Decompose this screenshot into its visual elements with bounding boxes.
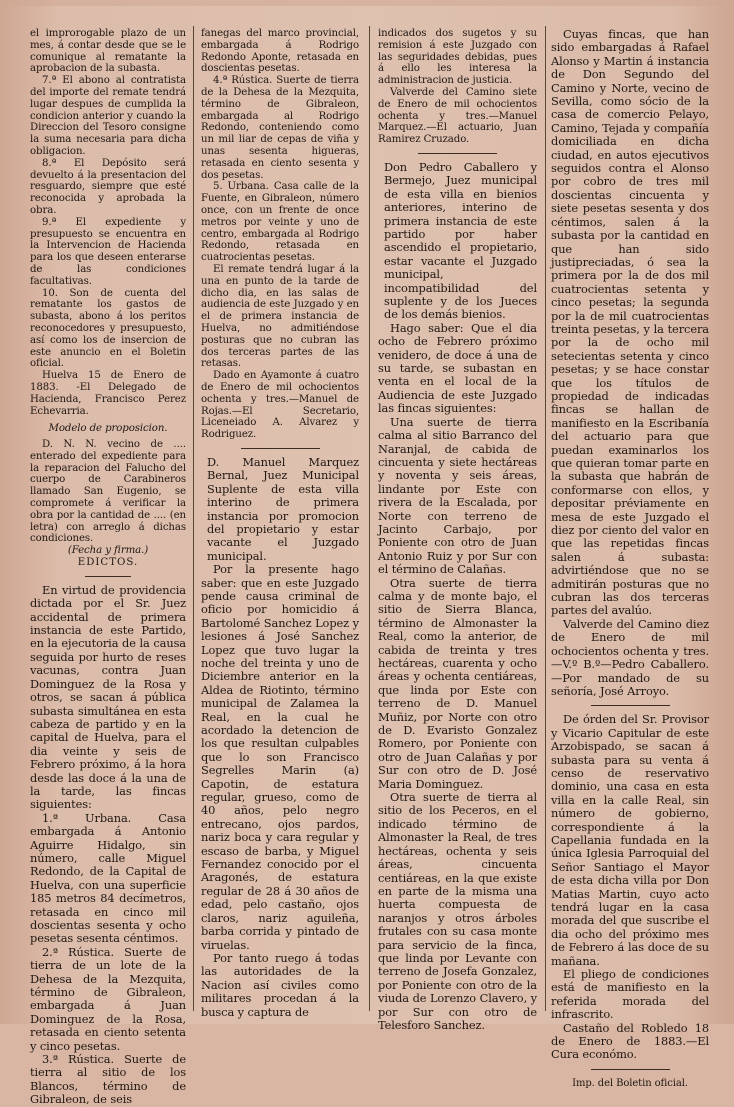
- column-rule: [369, 26, 370, 1011]
- paragraph: Valverde del Camino diez de Enero de mil ochocientos ochenta y tres.—V.º B.º—Pedro Caballero.—Por mandado de su señoría, José Arroyo.: [551, 616, 709, 698]
- section-heading: EDICTOS.: [77, 557, 139, 569]
- paragraph: Otra suerte de tierra calma y de monte bajo, el sitio de Sierra Blanca, término de Almonaster la Real, como la anterior, de cabida de treinta y tres hectáreas, cuarenta y ocho áreas y ochenta centiáreas, que linda por Este con terreno de D. Manuel Muñiz, por Norte con otro de D. Evaristo Gonzalez Romero, por Poniente con otro de Juan Calañas y por Sur con otro de D. José Maria Dominguez.: [378, 575, 537, 791]
- paragraph: Otra suerte de tierra al sitio de los Peceros, en el indicado término de Almonaster la Real, de tres hectáreas, ochenta y seis áreas, cincuenta centiáreas, en la que existe en parte de la misma una huerta compuesta de naranjos y otros árboles frutales con su casa monte para servicio de la finca, que linda por Levante con terreno de Josefa Gonzalez, por Poniente con otro de la viuda de Lorenzo Clavero, y por Sur con otro de Telesforo Sanchez.: [378, 790, 537, 1032]
- paragraph: Huelva 15 de Enero de 1883. -El Delegado de Hacienda, Francisco Perez Echevarria.: [30, 370, 186, 417]
- divider: [418, 153, 498, 154]
- paragraph: Castaño del Robledo 18 de Enero de 1883.—El Cura económo.: [551, 1020, 709, 1062]
- paragraph: indicados dos sugetos y su remision á este Juzgado con las seguridades debidas, pues á ello les interesa la administracion de justicia.: [378, 28, 537, 87]
- divider: [591, 1069, 670, 1070]
- edict-heading: Don Pedro Caballero y Bermejo, Juez municipal de esta villa en bienios anteriores, interino de primera instancia de este partido por haber ascendido el propietario, estar vacante el Juzgado municipal, incompatibilidad del suplente y de los Jueces de los demás bienios.: [384, 159, 537, 322]
- paragraph: Por tanto ruego á todas las autoridades de la Nacion así civiles como militares procedan á la busca y captura de: [201, 950, 359, 1019]
- divider: [85, 576, 132, 577]
- paragraph: Cuyas fincas, que han sido embargadas á Rafael Alonso y Martin á instancia de Don Segundo del Camino y Norte, vecino de Sevilla, como sócio de la casa de comercio Pelayo, Camino, Tejada y compañía domiciliada en dicha ciudad, en autos ejecutivos seguidos contra el Alonso por cobro de tres mil doscientas cincuenta y siete pesetas sesenta y dos céntimos, salen á la subasta por la cantidad en que han sido justipreciadas, ó sea la primera por la de dos mil cuatrocientas setenta y cinco pesetas; la segunda por la de mil cuatrocientas treinta pesetas, y la tercera por la de ocho mil setecientas setenta y cinco pesetas; y se hace constar que los títulos de propiedad de indicadas fincas se hallan de manifiesto en la Escribanía del actuario para que puedan examinarlos los que quieran tomar parte en la subasta que habrán de conformarse con ellos, y depositar préviamente en mesa de este Juzgado el diez por ciento del valor en que las repetidas fincas salen á subasta: advirtiéndose que no se admitirán posturas que no cubran las dos terceras partes del avalúo.: [551, 27, 709, 618]
- column-rule: [193, 26, 194, 1011]
- column-rule: [545, 26, 546, 1011]
- paragraph: En virtud de providencia dictada por el Sr. Juez accidental de primera instancia de este Partido, en la ejecutoria de la causa seguida por hurto de reses vacunas, contra Juan Dominguez de la Rosa y otros, se sacan á pública subasta simultánea en esta cabeza de partido y en la capital de Huelva, para el dia veinte y seis de Febrero próximo, á la hora desde las doce á la una de la tarde, las fincas siguientes:: [30, 582, 186, 812]
- modelo-text: D. N. N. vecino de .... enterado del expediente para la reparacion del Falucho del cuerpo de Carabineros llamado San Eugenio, se compromete á verificar la obra por la cantidad de .... (en letra) con arreglo á dichas condiciones.: [30, 439, 186, 545]
- paragraph: 9.ª El expediente y presupuesto se encuentra en la Intervencion de Hacienda para los que deseen enterarse de las condiciones facultativas.: [30, 216, 186, 287]
- modelo-title: Modelo de proposicion.: [48, 423, 168, 435]
- imprint: Imp. del Boletin oficial.: [572, 1077, 688, 1089]
- divider: [241, 448, 320, 449]
- paragraph: 5. Urbana. Casa calle de la Fuente, en Gibraleon, número once, con un frente de once metros por veinte y uno de centro, embargada al Rodrigo Redondo, retasada en cuatrocientas pesetas.: [201, 181, 359, 264]
- paragraph: 7.ª El abono al contratista del importe del remate tendrá lugar despues de cumplida la condicion anterior y cuando la Direccion del Tesoro consigne la suma necesaria para dicha obligacion.: [30, 75, 186, 157]
- paragraph: El pliego de condiciones está de manifiesto en la referida morada del infrascrito.: [551, 967, 709, 1022]
- column-4: [551, 27, 709, 1089]
- fecha-firma: (Fecha y firma.): [67, 545, 149, 557]
- column-3: [378, 28, 537, 1032]
- paragraph: Dado en Ayamonte á cuatro de Enero de mil ochocientos ochenta y tres.—Manuel de Rojas.—El Secretario, Liceneiado A. Alvarez y Rodriguez.: [201, 370, 359, 441]
- paragraph: 2.ª Rústica. Suerte de tierra de un lote de la Dehesa de la Mezquita, término de Gibraleon, embargada á Juan Dominguez de la Rosa, retasada en ciento setenta y cinco pesetas.: [30, 944, 186, 1053]
- paragraph: De órden del Sr. Provisor y Vicario Capitular de este Arzobispado, se sacan á subasta para su venta á censo de reservativo dominio, una casa en esta villa en la calle Real, sin número de gobierno, correspondiente á la Capellania fundada en la única Iglesia Parroquial del Señor Santiago el Mayor de esta dicha villa por Don Matias Martin, cuyo acto tendrá lugar en la casa morada del que suscribe el dia ocho del próximo mes de Febrero á las doce de su mañana.: [551, 712, 709, 968]
- paragraph: Valverde del Camino siete de Enero de mil ochocientos ochenta y tres.—Manuel Marquez.—El actuario, Juan Ramirez Cruzado.: [378, 86, 537, 146]
- divider: [591, 705, 670, 706]
- paragraph: 4.ª Rústica. Suerte de tierra de la Dehesa de la Mezquita, término de Gibraleon, embargada al Rodrigo Redondo, conteniendo como un mil liar de cepas de viña y unas sesenta higueras, retasada en ciento sesenta y dos pesetas.: [201, 75, 359, 181]
- paragraph: Una suerte de tierra calma al sitio Barranco del Naranjal, de cabida de cincuenta y siete hectáreas y noventa y seis áreas, lindante por Este con rivera de la Escalada, por Norte con terreno de Jacinto Carbajo, por Poniente con otro de Juan Antonio Ruiz y por Sur con el término de Calañas.: [378, 414, 537, 577]
- top-edge: [0, 0, 734, 6]
- paragraph: 8.ª El Depósito será devuelto á la presentacion del resguardo, siempre que esté reconocida y aprobada la obra.: [30, 157, 186, 216]
- paragraph: Por la presente hago saber: que en este Juzgado pende causa criminal de oficio por homicidio á Bartolomé Sanchez Lopez y lesiones á José Sanchez Lopez que tuvo lugar la noche del treinta y uno de Diciembre anterior en la Aldea de Riotinto, término municipal de Zalamea la Real, en la cual he acordado la detencion de los que resultan culpables que lo son Francisco Segrelles Marin (a) Capotin, de estatura regular, grueso, como de 40 años, pelo negro entrecano, ojos pardos, nariz boca y cara regular y escaso de barba, y Miguel Fernandez conocido por el Aragonés, de estatura regular de 28 á 30 años de edad, pelo castaño, ojos claros, nariz aguileña, barba corrida y pintado de viruelas.: [201, 562, 359, 952]
- paragraph: 3.ª Rústica. Suerte de tierra al sitio de los Blancos, término de Gibraleon, de seis: [30, 1052, 186, 1107]
- paragraph: Hago saber: Que el dia ocho de Febrero próximo venidero, de doce á una de su tarde, se subastan en venta en el local de la Audiencia de este Juzgado las fincas siguientes:: [378, 320, 537, 416]
- paragraph: el improrogable plazo de un mes, á contar desde que se le comunique al rematante la aprobacion de la subasta.: [30, 28, 186, 75]
- column-1: [30, 28, 186, 1107]
- paragraph: El remate tendrá lugar á la una en punto de la tarde de dicho dia, en las salas de audiencia de este Juzgado y en el de primera instancia de Huelva, no admitiéndose posturas que no cubran las dos terceras partes de las retasas.: [201, 263, 359, 370]
- paragraph: fanegas del marco provincial, embargada á Rodrigo Redondo Aponte, retasada en doscientas pesetas.: [201, 28, 359, 75]
- edict-heading: D. Manuel Marquez Bernal, Juez Municipal Suplente de esta villa interino de primera instancia por promocion del propietario y estar vacante el Juzgado municipal.: [207, 454, 359, 563]
- column-2: [201, 28, 359, 1019]
- paragraph: 10. Son de cuenta del rematante los gastos de subasta, abono á los peritos reconocedores y presupuesto, así como los de insercion de este anuncio en el Boletin oficial.: [30, 287, 186, 370]
- paragraph: 1.ª Urbana. Casa embargada á Antonio Aguirre Hidalgo, sin número, calle Miguel Redondo, de la Capital de Huelva, con una superficie 185 metros 84 decímetros, retasada en cinco mil doscientas sesenta y ocho pesetas sesenta céntimos.: [30, 810, 186, 946]
